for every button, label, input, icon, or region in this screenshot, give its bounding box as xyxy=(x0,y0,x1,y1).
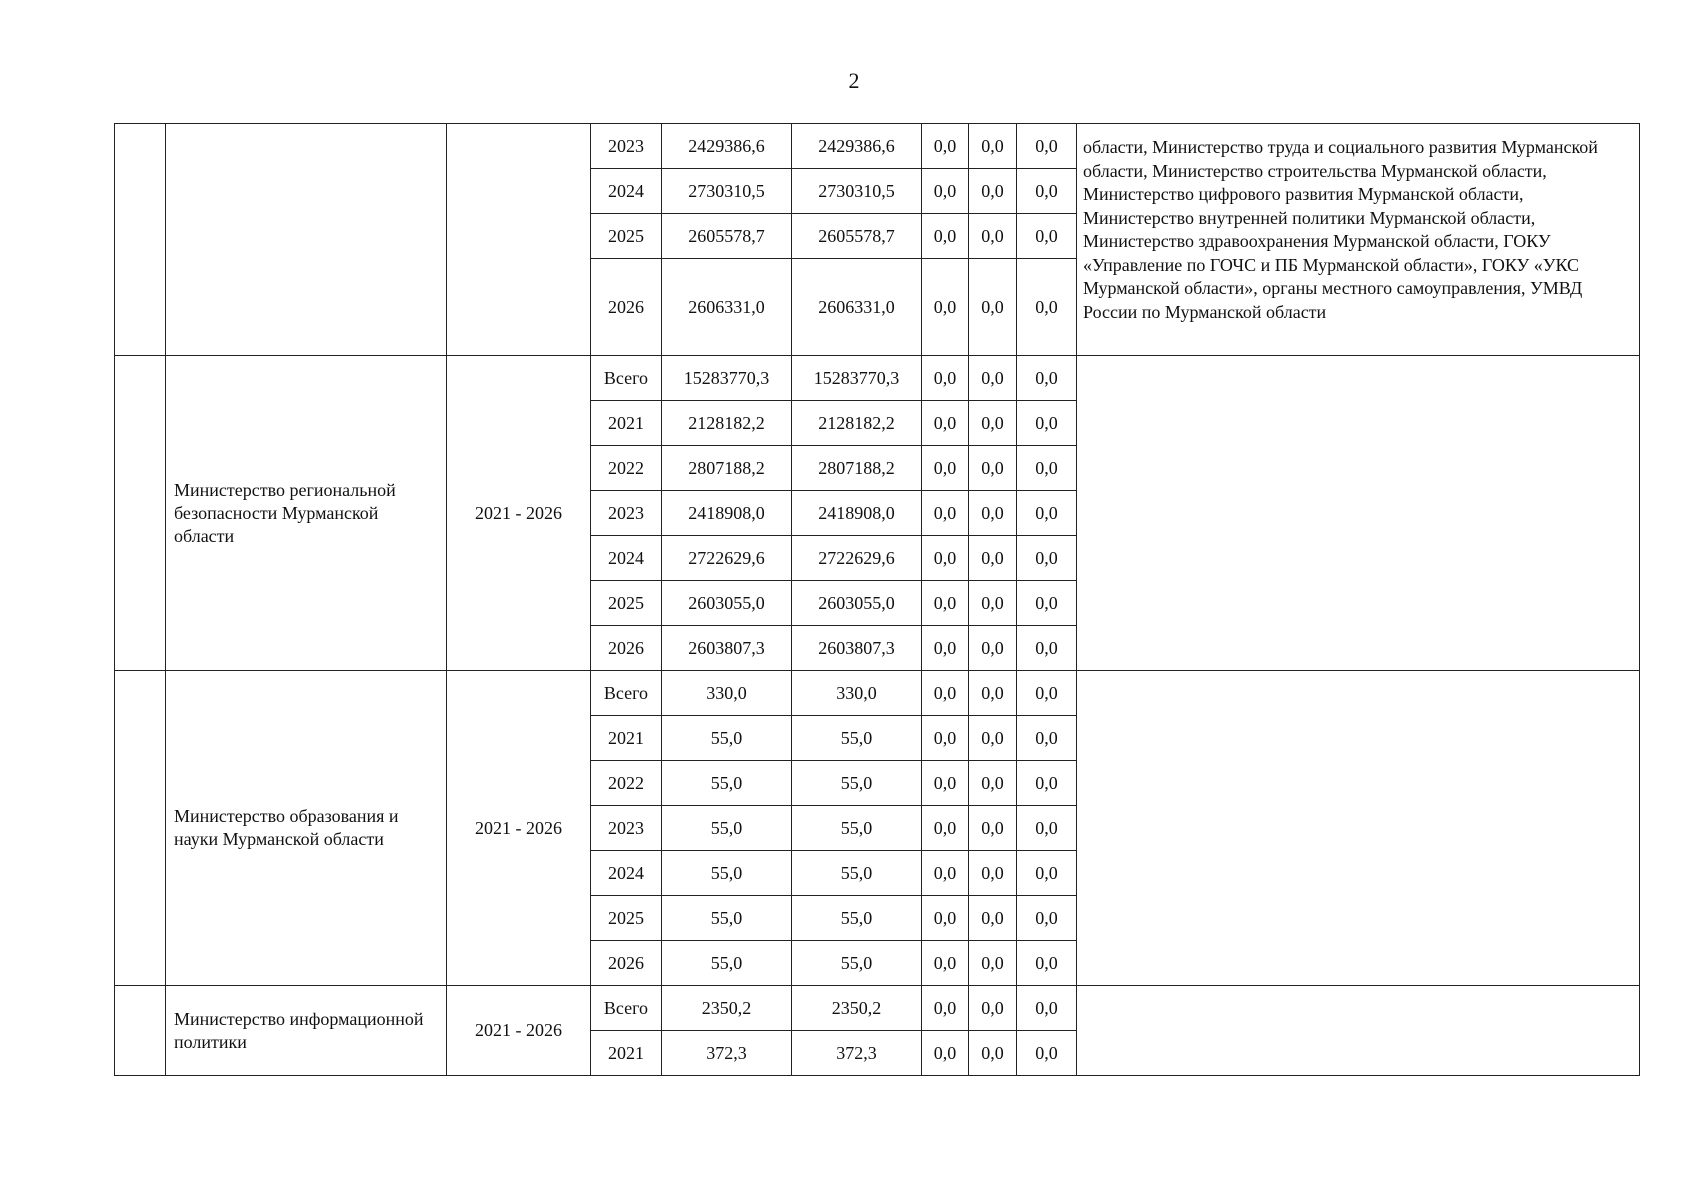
local-budget-cell: 0,0 xyxy=(969,671,1017,716)
year-cell: 2023 xyxy=(591,491,662,536)
local-budget-cell: 0,0 xyxy=(969,941,1017,986)
other-sources-cell: 0,0 xyxy=(1017,1031,1077,1076)
federal-budget-cell: 0,0 xyxy=(922,581,969,626)
table-row xyxy=(115,356,1640,401)
local-budget-cell: 0,0 xyxy=(969,169,1017,214)
total-amount-cell: 55,0 xyxy=(662,941,792,986)
federal-budget-cell: 0,0 xyxy=(922,446,969,491)
regional-budget-cell: 55,0 xyxy=(792,851,922,896)
total-amount-cell: 330,0 xyxy=(662,671,792,716)
federal-budget-cell: 0,0 xyxy=(922,356,969,401)
total-amount-cell: 15283770,3 xyxy=(662,356,792,401)
total-amount-cell: 55,0 xyxy=(662,716,792,761)
regional-budget-cell: 2128182,2 xyxy=(792,401,922,446)
budget-table xyxy=(114,123,1640,1076)
local-budget-cell: 0,0 xyxy=(969,806,1017,851)
regional-budget-cell: 2429386,6 xyxy=(792,124,922,169)
regional-budget-cell: 2730310,5 xyxy=(792,169,922,214)
regional-budget-cell: 55,0 xyxy=(792,806,922,851)
federal-budget-cell: 0,0 xyxy=(922,124,969,169)
executor-cell: Министерство информационной политики xyxy=(166,986,447,1076)
regional-budget-cell: 55,0 xyxy=(792,761,922,806)
regional-budget-cell: 330,0 xyxy=(792,671,922,716)
other-sources-cell: 0,0 xyxy=(1017,986,1077,1031)
other-sources-cell: 0,0 xyxy=(1017,259,1077,356)
year-cell: 2026 xyxy=(591,259,662,356)
local-budget-cell: 0,0 xyxy=(969,536,1017,581)
local-budget-cell: 0,0 xyxy=(969,259,1017,356)
other-sources-cell: 0,0 xyxy=(1017,491,1077,536)
other-sources-cell: 0,0 xyxy=(1017,716,1077,761)
year-cell: Всего xyxy=(591,356,662,401)
co-executors-cell xyxy=(1077,986,1640,1076)
local-budget-cell: 0,0 xyxy=(969,581,1017,626)
local-budget-cell: 0,0 xyxy=(969,626,1017,671)
other-sources-cell: 0,0 xyxy=(1017,446,1077,491)
year-cell: 2024 xyxy=(591,169,662,214)
federal-budget-cell: 0,0 xyxy=(922,491,969,536)
other-sources-cell: 0,0 xyxy=(1017,626,1077,671)
other-sources-cell: 0,0 xyxy=(1017,671,1077,716)
regional-budget-cell: 2603807,3 xyxy=(792,626,922,671)
executor-cell xyxy=(166,124,447,356)
other-sources-cell: 0,0 xyxy=(1017,214,1077,259)
other-sources-cell: 0,0 xyxy=(1017,806,1077,851)
year-cell: 2026 xyxy=(591,626,662,671)
executor-cell: Министерство региональной безопасности Мурманской области xyxy=(166,356,447,671)
total-amount-cell: 55,0 xyxy=(662,806,792,851)
period-cell: 2021 - 2026 xyxy=(447,356,591,671)
period-cell: 2021 - 2026 xyxy=(447,671,591,986)
year-cell: 2025 xyxy=(591,581,662,626)
total-amount-cell: 2730310,5 xyxy=(662,169,792,214)
co-executors-cell xyxy=(1077,356,1640,671)
table-row xyxy=(115,671,1640,716)
regional-budget-cell: 2807188,2 xyxy=(792,446,922,491)
total-amount-cell: 2350,2 xyxy=(662,986,792,1031)
federal-budget-cell: 0,0 xyxy=(922,986,969,1031)
federal-budget-cell: 0,0 xyxy=(922,896,969,941)
federal-budget-cell: 0,0 xyxy=(922,536,969,581)
total-amount-cell: 2128182,2 xyxy=(662,401,792,446)
period-cell xyxy=(447,124,591,356)
period-cell: 2021 - 2026 xyxy=(447,986,591,1076)
federal-budget-cell: 0,0 xyxy=(922,941,969,986)
local-budget-cell: 0,0 xyxy=(969,124,1017,169)
regional-budget-cell: 2603055,0 xyxy=(792,581,922,626)
year-cell: Всего xyxy=(591,671,662,716)
regional-budget-cell: 2722629,6 xyxy=(792,536,922,581)
other-sources-cell: 0,0 xyxy=(1017,356,1077,401)
local-budget-cell: 0,0 xyxy=(969,214,1017,259)
regional-budget-cell: 55,0 xyxy=(792,716,922,761)
total-amount-cell: 55,0 xyxy=(662,851,792,896)
other-sources-cell: 0,0 xyxy=(1017,169,1077,214)
year-cell: 2021 xyxy=(591,716,662,761)
total-amount-cell: 2429386,6 xyxy=(662,124,792,169)
local-budget-cell: 0,0 xyxy=(969,716,1017,761)
other-sources-cell: 0,0 xyxy=(1017,401,1077,446)
year-cell: 2024 xyxy=(591,536,662,581)
year-cell: 2025 xyxy=(591,896,662,941)
total-amount-cell: 372,3 xyxy=(662,1031,792,1076)
federal-budget-cell: 0,0 xyxy=(922,401,969,446)
page-number: 2 xyxy=(848,68,860,93)
local-budget-cell: 0,0 xyxy=(969,356,1017,401)
regional-budget-cell: 15283770,3 xyxy=(792,356,922,401)
local-budget-cell: 0,0 xyxy=(969,896,1017,941)
co-executors-cell: области, Министерство труда и социального развития Мурманской области, Министерство строительства Мурманской области, Министерство цифрового развития Мурманской области, Министерство внутренней политики Мурманской области, Министерство здравоохранения Мурманской области, ГОКУ «Управление по ГОЧС и ПБ Мурманской области», ГОКУ «УКС Мурманской области», органы местного самоуправления, УМВД России по Мурманской области xyxy=(1077,124,1640,356)
executor-cell: Министерство образования и науки Мурманской области xyxy=(166,671,447,986)
federal-budget-cell: 0,0 xyxy=(922,851,969,896)
year-cell: 2025 xyxy=(591,214,662,259)
regional-budget-cell: 55,0 xyxy=(792,896,922,941)
year-cell: 2022 xyxy=(591,761,662,806)
year-cell: 2021 xyxy=(591,401,662,446)
other-sources-cell: 0,0 xyxy=(1017,851,1077,896)
year-cell: Всего xyxy=(591,986,662,1031)
co-executors-cell xyxy=(1077,671,1640,986)
table-body xyxy=(115,124,1640,1076)
federal-budget-cell: 0,0 xyxy=(922,806,969,851)
local-budget-cell: 0,0 xyxy=(969,446,1017,491)
year-cell: 2026 xyxy=(591,941,662,986)
row-number-cell xyxy=(115,356,166,671)
other-sources-cell: 0,0 xyxy=(1017,581,1077,626)
other-sources-cell: 0,0 xyxy=(1017,536,1077,581)
other-sources-cell: 0,0 xyxy=(1017,761,1077,806)
federal-budget-cell: 0,0 xyxy=(922,716,969,761)
total-amount-cell: 2606331,0 xyxy=(662,259,792,356)
regional-budget-cell: 2418908,0 xyxy=(792,491,922,536)
regional-budget-cell: 372,3 xyxy=(792,1031,922,1076)
row-number-cell xyxy=(115,124,166,356)
total-amount-cell: 55,0 xyxy=(662,761,792,806)
regional-budget-cell: 2605578,7 xyxy=(792,214,922,259)
local-budget-cell: 0,0 xyxy=(969,1031,1017,1076)
year-cell: 2023 xyxy=(591,124,662,169)
year-cell: 2022 xyxy=(591,446,662,491)
total-amount-cell: 2605578,7 xyxy=(662,214,792,259)
row-number-cell xyxy=(115,986,166,1076)
row-number-cell xyxy=(115,671,166,986)
federal-budget-cell: 0,0 xyxy=(922,169,969,214)
federal-budget-cell: 0,0 xyxy=(922,671,969,716)
total-amount-cell: 2418908,0 xyxy=(662,491,792,536)
total-amount-cell: 2603055,0 xyxy=(662,581,792,626)
other-sources-cell: 0,0 xyxy=(1017,896,1077,941)
federal-budget-cell: 0,0 xyxy=(922,761,969,806)
local-budget-cell: 0,0 xyxy=(969,761,1017,806)
other-sources-cell: 0,0 xyxy=(1017,124,1077,169)
federal-budget-cell: 0,0 xyxy=(922,214,969,259)
federal-budget-cell: 0,0 xyxy=(922,626,969,671)
total-amount-cell: 2603807,3 xyxy=(662,626,792,671)
table-row xyxy=(115,124,1640,169)
regional-budget-cell: 2606331,0 xyxy=(792,259,922,356)
year-cell: 2021 xyxy=(591,1031,662,1076)
local-budget-cell: 0,0 xyxy=(969,851,1017,896)
regional-budget-cell: 2350,2 xyxy=(792,986,922,1031)
total-amount-cell: 2807188,2 xyxy=(662,446,792,491)
federal-budget-cell: 0,0 xyxy=(922,1031,969,1076)
year-cell: 2024 xyxy=(591,851,662,896)
table-row xyxy=(115,986,1640,1031)
year-cell: 2023 xyxy=(591,806,662,851)
regional-budget-cell: 55,0 xyxy=(792,941,922,986)
local-budget-cell: 0,0 xyxy=(969,986,1017,1031)
local-budget-cell: 0,0 xyxy=(969,401,1017,446)
federal-budget-cell: 0,0 xyxy=(922,259,969,356)
other-sources-cell: 0,0 xyxy=(1017,941,1077,986)
local-budget-cell: 0,0 xyxy=(969,491,1017,536)
total-amount-cell: 55,0 xyxy=(662,896,792,941)
total-amount-cell: 2722629,6 xyxy=(662,536,792,581)
